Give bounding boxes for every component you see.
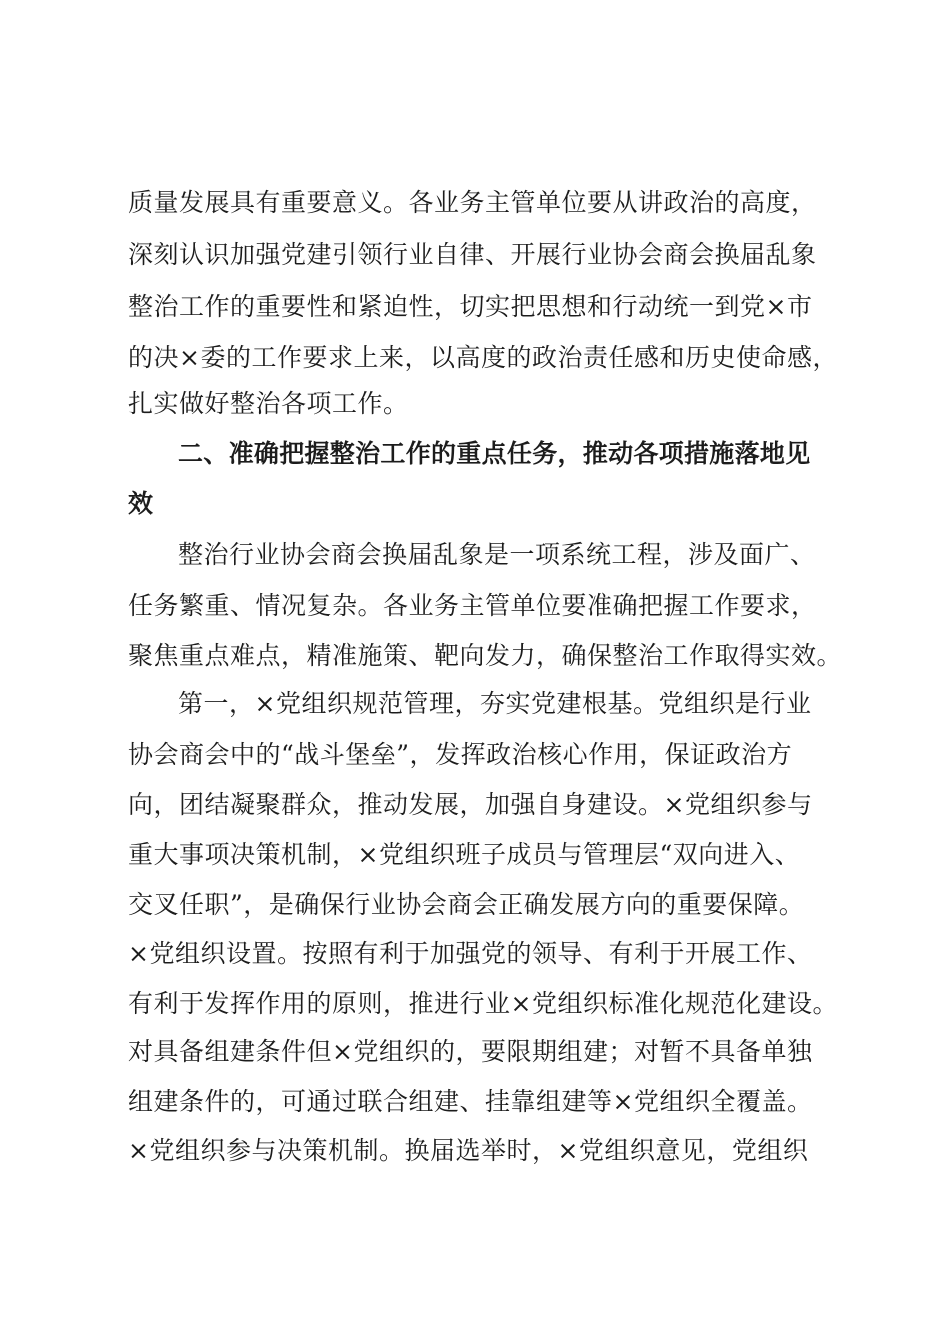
text-line: 聚焦重点难点，精准施策、靶向发力，确保整治工作取得实效。	[128, 641, 843, 670]
text-line: 组建条件的，可通过联合组建、挂靠组建等×党组织全覆盖。	[128, 1087, 813, 1116]
text-line: 扎实做好整治各项工作。	[128, 389, 409, 418]
text-line: 质量发展具有重要意义。各业务主管单位要从讲政治的高度，	[128, 188, 817, 217]
text-line: ×党组织设置。按照有利于加强党的领导、有利于开展工作、	[128, 939, 813, 968]
text-line: 任务繁重、情况复杂。各业务主管单位要准确把握工作要求，	[128, 591, 817, 620]
text-line: 的决×委的工作要求上来，以高度的政治责任感和历史使命感，	[128, 343, 838, 372]
section-heading: 二、准确把握整治工作的重点任务，推动各项措施落地见	[178, 439, 811, 468]
text-line: 向，团结凝聚群众，推动发展，加强自身建设。×党组织参与	[128, 790, 813, 819]
text-line: 深刻认识加强党建引领行业自律、开展行业协会商会换届乱象	[128, 240, 817, 269]
section-heading-continuation: 效	[128, 489, 154, 518]
text-line: ×党组织参与决策机制。换届选举时，×党组织意见，党组织	[128, 1136, 809, 1165]
text-line: 交叉任职”，是确保行业协会商会正确发展方向的重要保障。	[128, 890, 805, 919]
text-line: 协会商会中的“战斗堡垒”，发挥政治核心作用，保证政治方	[128, 740, 793, 769]
paragraph-start-line: 整治行业协会商会换届乱象是一项系统工程，涉及面广、	[178, 540, 816, 569]
text-line: 整治工作的重要性和紧迫性，切实把思想和行动统一到党×市	[128, 292, 813, 321]
text-line: 对具备组建条件但×党组织的，要限期组建；对暂不具备单独	[128, 1037, 813, 1066]
text-line: 重大事项决策机制，×党组织班子成员与管理层“双向进入、	[128, 840, 801, 869]
text-line: 有利于发挥作用的原则，推进行业×党组织标准化规范化建设。	[128, 989, 838, 1018]
paragraph-start-line: 第一，×党组织规范管理，夯实党建根基。党组织是行业	[178, 689, 812, 718]
